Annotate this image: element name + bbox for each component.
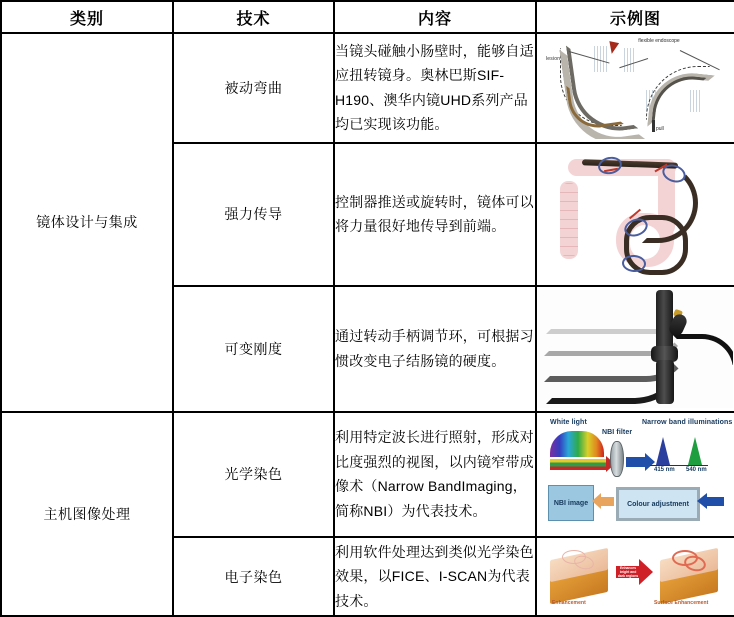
table-row [1, 33, 734, 143]
haustra-texture [560, 183, 578, 257]
example-cell-variable-stiffness [536, 286, 734, 411]
white-light-spectrum-icon [550, 431, 604, 457]
green-peak-540-icon [688, 437, 702, 465]
content-cell-electronic-staining: 利用软件处理达到类似光学染色效果，以FICE、I-SCAN为代表技术。 [334, 537, 536, 616]
column-header-example: 示例图 [536, 1, 734, 33]
pull-arrow-icon [652, 120, 655, 132]
white-light-label: White light [550, 419, 587, 427]
nbi-filter-disc-icon [610, 441, 624, 477]
table-row [1, 412, 734, 537]
beam-stripe-icon [626, 457, 628, 467]
technique-cell-variable-stiffness: 可变刚度 [173, 286, 334, 411]
example-cell-electronic-staining [536, 537, 734, 616]
endoscope-bending-section-left [566, 79, 624, 132]
category-cell-image-processing: 主机图像处理 [1, 412, 173, 616]
content-cell-variable-stiffness: 通过转动手柄调节环，可根据习惯改变电子结肠镜的硬度。 [334, 286, 536, 411]
nbi-principle-diagram [538, 415, 733, 533]
category-cell-scope-design: 镜体设计与集成 [1, 33, 173, 412]
filtered-beam-arrow-icon [626, 457, 646, 467]
technique-cell-electronic-staining: 电子染色 [173, 537, 334, 616]
input-arrow-icon [706, 497, 724, 506]
technique-cell-optical-staining: 光学染色 [173, 412, 334, 537]
colour-adjustment-box: Colour adjustment [616, 487, 700, 521]
lesion-label: lesion [546, 56, 561, 63]
content-cell-optical-staining: 利用特定波长进行照射，形成对比度强烈的视图，以内镜窄带成像术（Narrow BandImaging，简称NBI）为代表技术。 [334, 412, 536, 537]
endoscope-handle-upper [656, 290, 673, 352]
spectrum-axis [650, 465, 708, 466]
variable-stiffness-photo [538, 290, 733, 408]
insertion-tube-side [672, 334, 733, 370]
enhancement-caption-right: Surface Enhancement [654, 599, 709, 606]
enhancement-caption-left: Enhancement [552, 599, 586, 606]
technique-cell-force-transmission: 强力传导 [173, 143, 334, 286]
flexible-endoscope-label: flexible endoscope [638, 38, 680, 45]
enhancement-arrow-head-icon [639, 559, 653, 585]
beam-stripe-icon [630, 457, 632, 467]
example-cell-passive-bending [536, 33, 734, 143]
table-header-row [1, 1, 734, 33]
endoscope-handle-lower [656, 360, 674, 404]
surface-enhancement-diagram [538, 542, 733, 612]
nbi-filter-label: NBI filter [602, 429, 633, 437]
blue-peak-415-icon [656, 437, 670, 465]
technique-cell-passive-bending: 被动弯曲 [173, 33, 334, 143]
content-cell-force-transmission: 控制器推送或旋转时，镜体可以将力量很好地传导到前端。 [334, 143, 536, 286]
passive-bending-endoscope-diagram [538, 36, 733, 139]
example-cell-force-transmission [536, 143, 734, 286]
wavelength-540-label: 540 nm [686, 467, 707, 474]
enhancement-arrow-label: Enhances bright and dark regions [617, 565, 639, 579]
content-cell-passive-bending: 当镜头碰触小肠壁时，能够自适应扭转镜身。奥林巴斯SIF-H190、澳华内镜UHD系列产品均已实现该功能。 [334, 33, 536, 143]
narrow-band-illuminations-label: Narrow band illuminations [642, 419, 733, 427]
column-header-category: 类别 [1, 1, 173, 33]
column-header-content: 内容 [334, 1, 536, 33]
wavelength-415-label: 415 nm [654, 467, 675, 474]
output-arrow-icon [600, 497, 614, 506]
column-header-technique: 技术 [173, 1, 334, 33]
colon-force-transmission-diagram [538, 147, 733, 282]
rgb-beam-arrow-icon [550, 459, 608, 470]
nbi-image-box: NBI image [548, 485, 594, 521]
example-cell-optical-staining [536, 412, 734, 537]
pull-label: pull [656, 126, 664, 133]
